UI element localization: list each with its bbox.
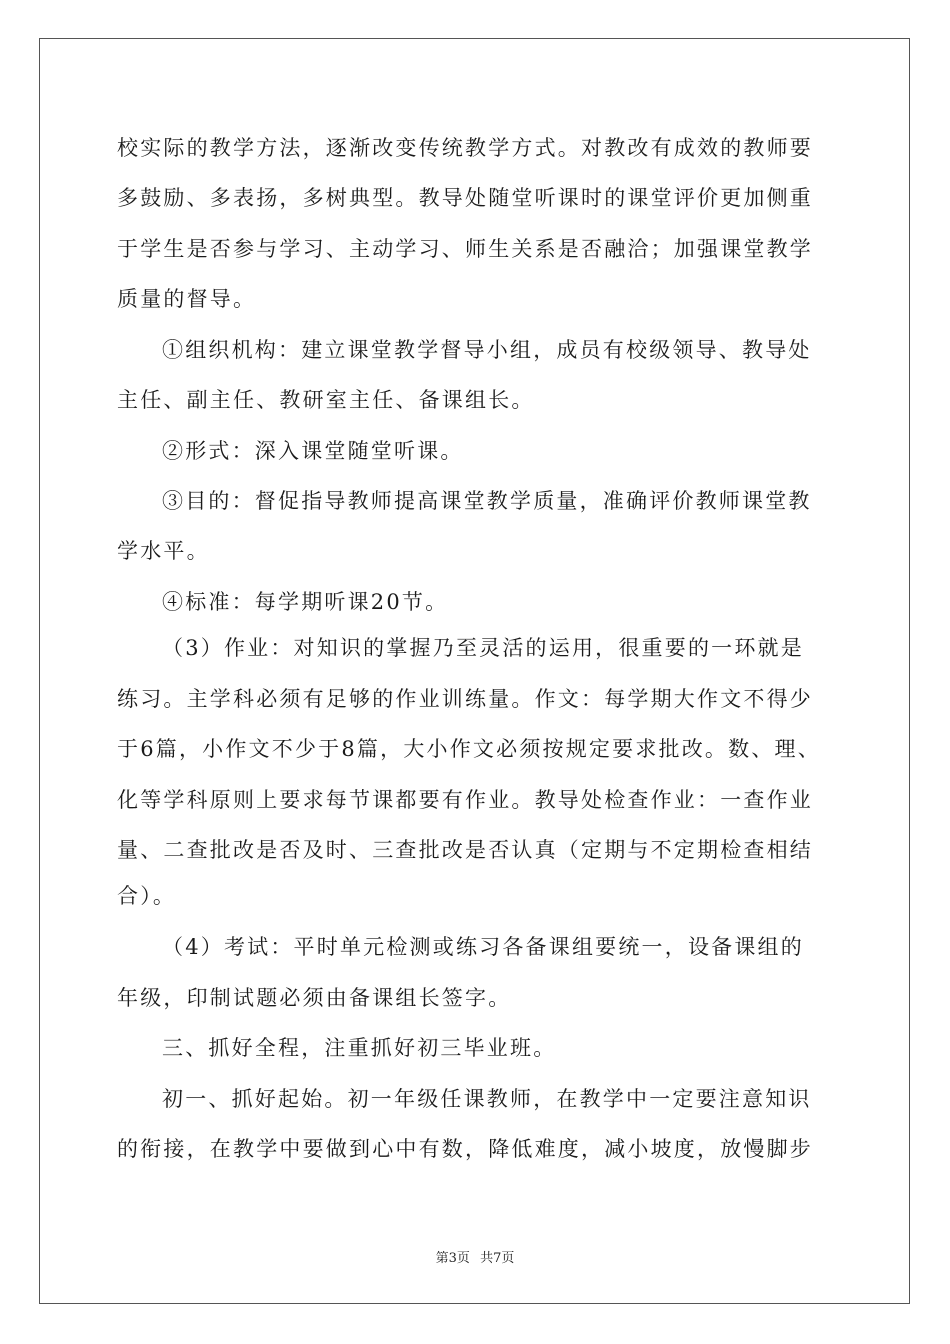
text-line: ④标准：每学期听课20节。 <box>162 590 449 614</box>
text-line: ①组织机构：建立课堂教学督导小组，成员有校级领导、教导处 <box>162 338 812 362</box>
text-line: （3）作业：对知识的掌握乃至灵活的运用，很重要的一环就是 <box>162 636 804 660</box>
text-line: 的衔接，在教学中要做到心中有数，降低难度，减小坡度，放慢脚步 <box>117 1137 813 1161</box>
text-line: （4）考试：平时单元检测或练习各备课组要统一，设备课组的 <box>162 935 804 959</box>
text-line: ②形式：深入课堂随堂听课。 <box>162 439 464 463</box>
text-line: 多鼓励、多表扬，多树典型。教导处随堂听课时的课堂评价更加侧重 <box>117 186 813 210</box>
text-line: 量、二查批改是否及时、三查批改是否认真（定期与不定期检查相结 <box>117 838 813 862</box>
text-line: 校实际的教学方法，逐渐改变传统教学方式。对教改有成效的教师要 <box>117 136 813 160</box>
text-line: 练习。主学科必须有足够的作业训练量。作文：每学期大作文不得少 <box>117 687 813 711</box>
text-line: 于6篇，小作文不少于8篇，大小作文必须按规定要求批改。数、理、 <box>117 737 821 761</box>
page-number: 第3页 <box>435 1251 470 1266</box>
text-line: 年级，印制试题必须由备课组长签字。 <box>117 986 512 1010</box>
text-line: 学水平。 <box>117 539 210 563</box>
text-line: 主任、副主任、教研室主任、备课组长。 <box>117 388 535 412</box>
text-line: 于学生是否参与学习、主动学习、师生关系是否融洽；加强课堂教学 <box>117 237 813 261</box>
text-line: 化等学科原则上要求每节课都要有作业。教导处检查作业：一查作业 <box>117 788 813 812</box>
text-line: 三、抓好全程，注重抓好初三毕业班。 <box>162 1036 557 1060</box>
text-line: 初一、抓好起始。初一年级任课教师，在教学中一定要注意知识 <box>162 1087 812 1111</box>
page-total: 共7页 <box>480 1251 515 1266</box>
page-footer <box>0 1247 950 1266</box>
text-line: 合）。 <box>117 884 177 908</box>
text-line: ③目的：督促指导教师提高课堂教学质量，准确评价教师课堂教 <box>162 489 812 513</box>
page-border <box>39 38 910 1304</box>
text-line: 质量的督导。 <box>117 287 257 311</box>
